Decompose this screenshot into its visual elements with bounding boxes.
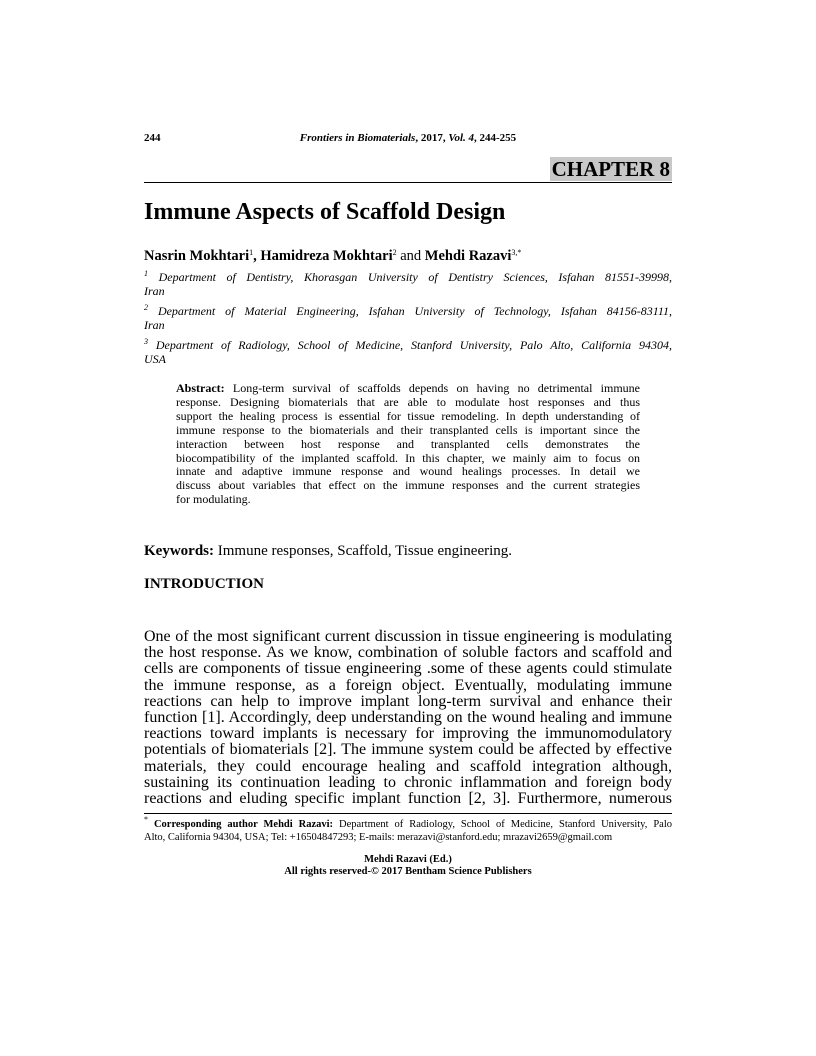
author-name: Nasrin Mokhtari: [144, 248, 250, 264]
body-line: reactions toward implants is necessary for improving the immunomodulatory: [144, 725, 672, 743]
body-line: sustaining its continuation leading to chronic inflammation and foreign body: [144, 773, 672, 791]
journal-name: Frontiers in Biomaterials: [299, 132, 416, 144]
footnote-line: Department of Radiology, School of Medicine, Stanford University, Palo: [333, 819, 672, 830]
author-sup: 2: [392, 248, 397, 257]
journal-volume: Vol. 4: [448, 132, 475, 144]
footnote-mark: *: [144, 815, 148, 824]
body-line: reactions can help to improve implant long-term survival and enhance their: [144, 692, 672, 710]
abstract-label: Abstract:: [176, 381, 225, 395]
author-name: Hamidreza Mokhtari: [260, 248, 393, 264]
abstract-line: support the healing process is essential for tissue remodeling. In depth understanding of: [176, 408, 640, 423]
footnote-label: Corresponding author Mehdi Razavi:: [148, 819, 334, 830]
running-header: [144, 132, 672, 146]
body-paragraph: [144, 629, 672, 807]
aff-line: Department of Radiology, School of Medicine, Stanford University, Palo Alto, California 94304,: [155, 338, 672, 352]
journal-year: , 2017,: [415, 132, 449, 144]
abstract-line: innate and adaptive immune response and wound healings processes. In detail we: [176, 464, 640, 479]
abstract-line: discuss about variables that effect on the immune responses and the current strategies: [176, 478, 640, 493]
abstract-line: biocompatibility of the implanted scaffold. In this chapter, we mainly aim to focus on: [176, 450, 640, 465]
footnote-rule: [144, 813, 672, 814]
keywords-text: Immune responses, Scaffold, Tissue engineering.: [214, 543, 513, 559]
aff-line: Department of Material Engineering, Isfahan University of Technology, Isfahan 84156-83111,: [157, 304, 673, 318]
keywords: [144, 542, 512, 560]
affiliation: [144, 304, 672, 332]
chapter-label: CHAPTER 8: [551, 157, 670, 181]
journal-citation: [204, 132, 612, 144]
footnote-line: Alto, California 94304, USA; Tel: +16504847293; E-mails: merazavi@stanford.edu; mrazavi2659@gmail.com: [144, 832, 613, 843]
abstract-line: interaction between host response and transplanted cells demonstrates the: [176, 436, 640, 451]
separator: ,: [253, 248, 261, 264]
author-sup: 1: [249, 248, 254, 257]
aff-sup: 1: [144, 269, 148, 278]
author-list: [144, 248, 521, 265]
keywords-label: Keywords:: [144, 543, 214, 559]
abstract-line: for modulating.: [176, 492, 251, 507]
body-line: materials, they could encourage healing and scaffold integration although,: [144, 757, 672, 775]
affiliation: [144, 338, 672, 366]
rights-line: All rights reserved-© 2017 Bentham Science Publishers: [284, 866, 532, 877]
body-line: potentials of biomaterials [2]. The immune system could be affected by effective: [144, 741, 672, 759]
separator: and: [396, 248, 425, 264]
body-line: cells are components of tissue engineering .some of these agents could stimulate: [144, 660, 672, 678]
aff-line: USA: [144, 352, 166, 366]
section-heading: INTRODUCTION: [144, 576, 265, 592]
body-line: reactions and eluding specific implant function [2, 3]. Furthermore, numerous: [144, 790, 672, 808]
abstract-line: immune response to the biomaterials and their transplanted cells is important since the: [176, 422, 640, 437]
aff-line: Iran: [144, 284, 165, 298]
abstract-line: Long-term survival of scaffolds depends on having no detrimental immune: [224, 381, 640, 395]
header-rule: [144, 182, 672, 183]
abstract-line: response. Designing biomaterials that are able to modulate host responses and thus: [176, 394, 640, 409]
page-number: 244: [144, 132, 161, 144]
journal-pages: , 244-255: [474, 132, 517, 144]
abstract: [176, 382, 640, 507]
aff-sup: 2: [144, 303, 148, 312]
page-title: Immune Aspects of Scaffold Design: [144, 199, 506, 225]
publisher-info: [144, 854, 672, 878]
body-line: the immune response, as a foreign object. Eventually, modulating immune: [144, 676, 672, 694]
aff-line: Department of Dentistry, Khorasgan University of Dentistry Sciences, Isfahan 81551-39998,: [158, 270, 672, 284]
body-line: One of the most significant current discussion in tissue engineering is modulating: [144, 628, 672, 645]
affiliation: [144, 270, 672, 298]
body-line: the host response. As we know, combination of soluble factors and scaffold and: [144, 644, 672, 662]
body-line: function [1]. Accordingly, deep understanding on the wound healing and immune: [144, 709, 672, 727]
author-name: Mehdi Razavi: [424, 248, 512, 264]
aff-line: Iran: [144, 318, 165, 332]
footnote: [144, 815, 672, 844]
author-sup: 3,*: [511, 248, 522, 257]
aff-sup: 3: [144, 337, 148, 346]
editor-line: Mehdi Razavi (Ed.): [364, 854, 452, 865]
